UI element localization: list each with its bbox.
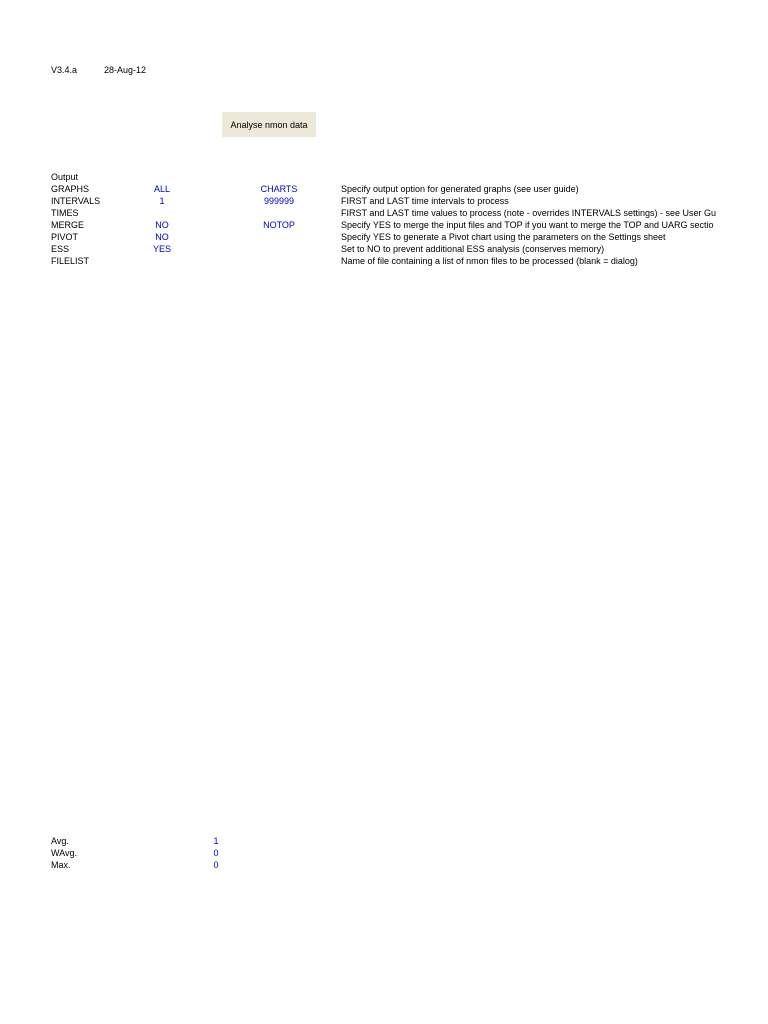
setting-row-ess xyxy=(0,243,768,255)
setting-name: PIVOT xyxy=(51,232,79,242)
setting-value-cell[interactable]: 1 xyxy=(159,196,165,206)
setting-value-cell[interactable]: NO xyxy=(155,232,169,242)
stat-value[interactable]: 0 xyxy=(213,848,219,858)
setting-description: Specify YES to merge the input files and TOP if you want to merge the TOP and UARG sectio xyxy=(341,220,714,230)
setting-description: FIRST and LAST time intervals to process xyxy=(341,196,509,206)
setting-row-merge xyxy=(0,219,768,231)
setting-name: GRAPHS xyxy=(51,184,90,194)
setting-name: INTERVALS xyxy=(51,196,101,206)
setting-name: ESS xyxy=(51,244,70,254)
stat-value[interactable]: 1 xyxy=(213,836,219,846)
stats-summary xyxy=(0,835,300,871)
stat-row-wavg xyxy=(0,847,300,859)
setting-description: FIRST and LAST time values to process (note - overrides INTERVALS settings) - see User Gu xyxy=(341,208,716,218)
setting-value-cell[interactable]: YES xyxy=(152,244,171,254)
setting-name: FILELIST xyxy=(51,256,90,266)
setting-description: Name of file containing a list of nmon files to be processed (blank = dialog) xyxy=(341,256,638,266)
setting-description: Specify YES to generate a Pivot chart using the parameters on the Settings sheet xyxy=(341,232,666,242)
setting-option-cell[interactable]: 999999 xyxy=(263,196,295,206)
analyse-nmon-data-button[interactable]: Analyse nmon data xyxy=(222,112,316,137)
stat-label: Avg. xyxy=(51,836,69,846)
setting-value-cell[interactable]: ALL xyxy=(153,184,170,194)
stat-label: WAvg. xyxy=(51,848,78,858)
date-label: 28-Aug-12 xyxy=(104,65,147,75)
setting-option-cell[interactable]: CHARTS xyxy=(260,184,298,194)
setting-option-cell[interactable]: NOTOP xyxy=(263,220,295,230)
setting-row-times xyxy=(0,207,768,219)
setting-row-graphs xyxy=(0,183,768,195)
settings-table xyxy=(0,183,768,267)
setting-row-filelist xyxy=(0,255,768,267)
version-label: V3.4.a xyxy=(51,65,78,75)
stat-label: Max. xyxy=(51,860,71,870)
stat-value[interactable]: 0 xyxy=(213,860,219,870)
setting-name: MERGE xyxy=(51,220,85,230)
setting-description: Set to NO to prevent additional ESS analysis (conserves memory) xyxy=(341,244,605,254)
setting-name: TIMES xyxy=(51,208,79,218)
output-section-label: Output xyxy=(51,172,79,182)
setting-row-intervals xyxy=(0,195,768,207)
setting-description: Specify output option for generated graphs (see user guide) xyxy=(341,184,579,194)
stat-row-avg xyxy=(0,835,300,847)
setting-row-pivot xyxy=(0,231,768,243)
setting-value-cell[interactable]: NO xyxy=(155,220,169,230)
stat-row-max xyxy=(0,859,300,871)
